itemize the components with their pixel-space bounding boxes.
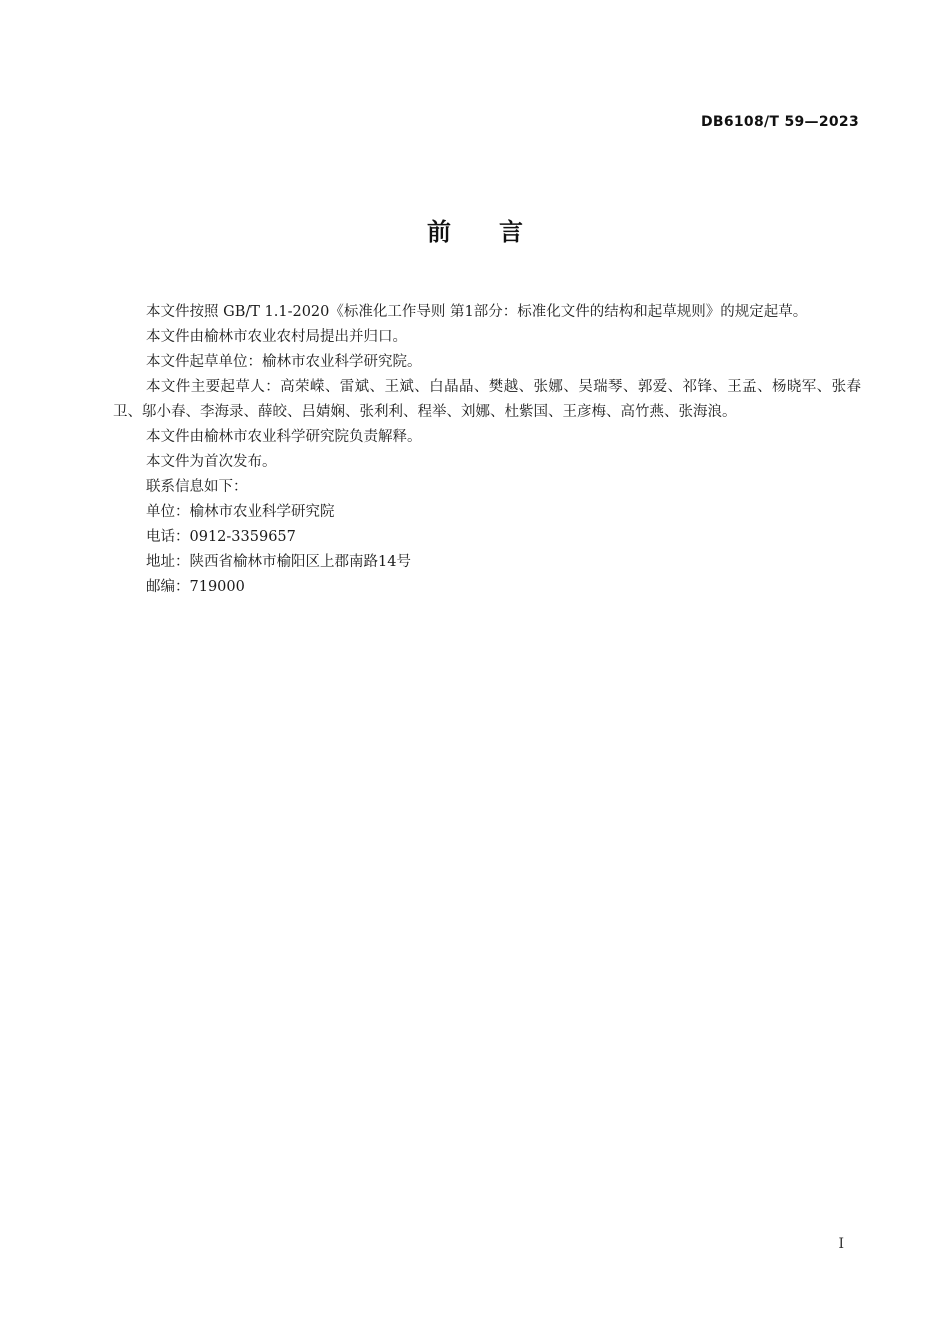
foreword-body xyxy=(113,300,861,600)
paragraph-drafting-unit: 本文件起草单位：榆林市农业科学研究院。 xyxy=(146,354,422,370)
contact-address: 地址：陕西省榆林市榆阳区上郡南路14号 xyxy=(146,554,411,570)
paragraph-drafters: 本文件主要起草人：高荣嵘、雷斌、王斌、白晶晶、樊越、张娜、吴瑞琴、郭爱、祁锋、王孟、杨晓军、张春卫、邬小春、李海录、薛皎、吕婧娴、张利利、程举、刘娜、杜紫国、王彦梅、高竹燕、张海浪。 xyxy=(113,379,861,420)
paragraph-first-release: 本文件为首次发布。 xyxy=(146,454,277,470)
contact-postcode: 邮编：719000 xyxy=(146,579,245,595)
paragraph-proposer: 本文件由榆林市农业农村局提出并归口。 xyxy=(146,329,407,345)
contact-heading: 联系信息如下： xyxy=(146,479,248,495)
contact-unit: 单位：榆林市农业科学研究院 xyxy=(146,504,335,520)
page-title: 前言 xyxy=(427,218,571,246)
paragraph-drafting-rules: 本文件按照 GB/T 1.1-2020《标准化工作导则 第1部分：标准化文件的结构和起草规则》的规定起草。 xyxy=(146,304,808,320)
paragraph-interpretation: 本文件由榆林市农业科学研究院负责解释。 xyxy=(146,429,422,445)
document-code: DB6108/T 59—2023 xyxy=(700,114,859,130)
contact-phone: 电话：0912-3359657 xyxy=(146,529,296,545)
page-number: I xyxy=(838,1236,844,1252)
